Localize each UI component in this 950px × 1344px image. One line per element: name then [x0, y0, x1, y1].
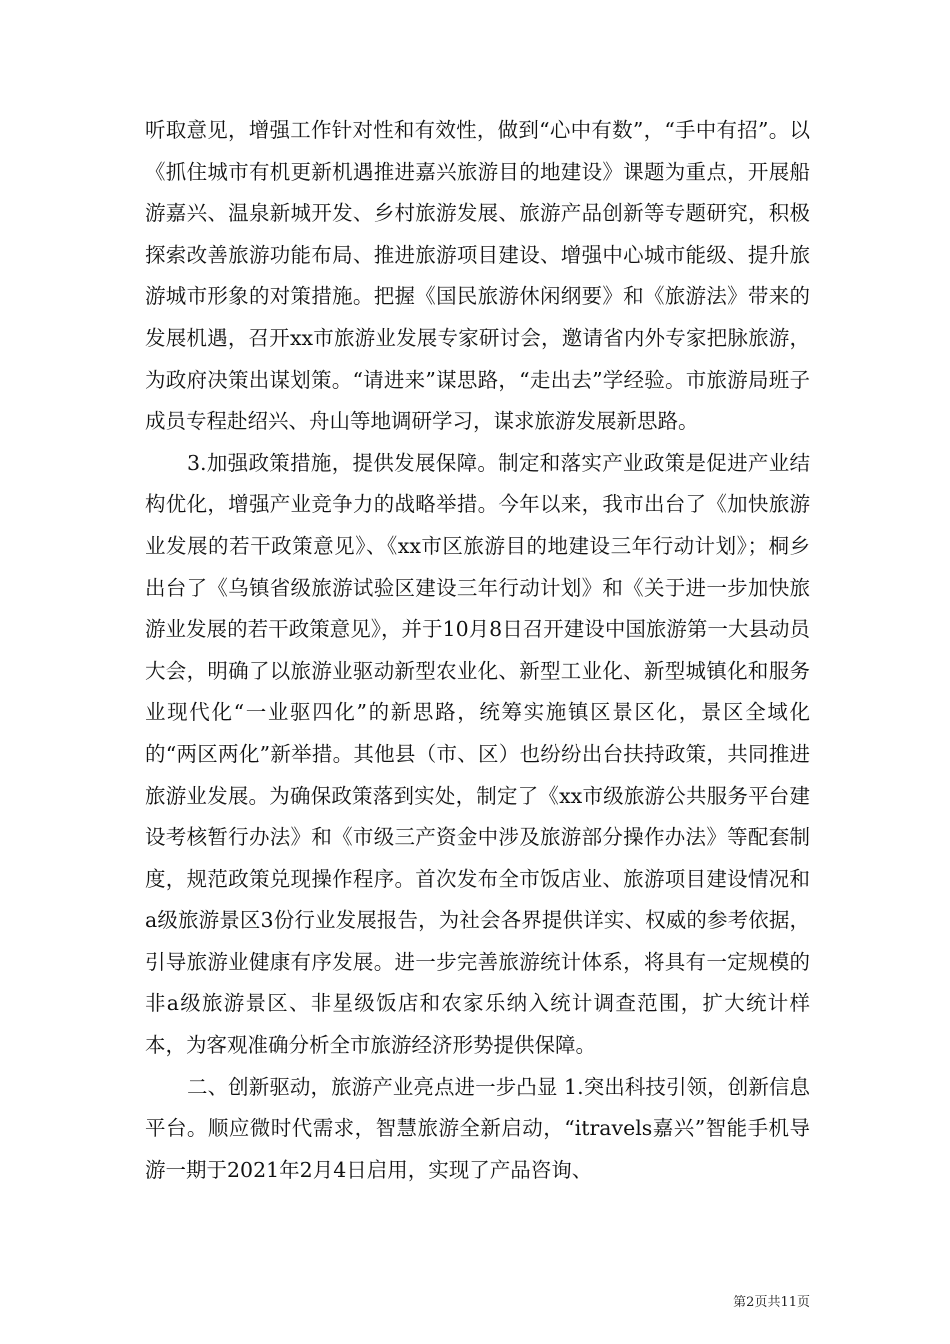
paragraph-3: 二、创新驱动，旅游产业亮点进一步凸显 1.突出科技引领，创新信息平台。顺应微时代需求，智慧旅游全新启动，“itravels嘉兴”智能手机导游一期于2021年2月4日启用，实现了产品咨询、 [145, 1074, 810, 1182]
document-body [145, 110, 810, 1191]
paragraph-1: 听取意见，增强工作针对性和有效性，做到“心中有数”，“手中有招”。以《抓住城市有机更新机遇推进嘉兴旅游目的地建设》课题为重点，开展船游嘉兴、温泉新城开发、乡村旅游发展、旅游产品创新等专题研究，积极探索改善旅游功能布局、推进旅游项目建设、增强中心城市能级、提升旅游城市形象的对策措施。把握《国民旅游休闲纲要》和《旅游法》带来的发展机遇，召开xx市旅游业发展专家研讨会，邀请省内外专家把脉旅游，为政府决策出谋划策。“请进来”谋思路，“走出去”学经验。市旅游局班子成员专程赴绍兴、舟山等地调研学习，谋求旅游发展新思路。 [145, 118, 810, 434]
paragraph-2: 3.加强政策措施，提供发展保障。制定和落实产业政策是促进产业结构优化，增强产业竞争力的战略举措。今年以来，我市出台了《加快旅游业发展的若干政策意见》、《xx市区旅游目的地建设三年行动计划》；桐乡出台了《乌镇省级旅游试验区建设三年行动计划》和《关于进一步加快旅游业发展的若干政策意见》，并于10月8日召开建设中国旅游第一大县动员大会，明确了以旅游业驱动新型农业化、新型工业化、新型城镇化和服务业现代化“一业驱四化”的新思路，统筹实施镇区景区化，景区全域化的“两区两化”新举措。其他县（市、区）也纷纷出台扶持政策，共同推进旅游业发展。为确保政策落到实处，制定了《xx市级旅游公共服务平台建设考核暂行办法》和《市级三产资金中涉及旅游部分操作办法》等配套制度，规范政策兑现操作程序。首次发布全市饭店业、旅游项目建设情况和a级旅游景区3份行业发展报告，为社会各界提供详实、权威的参考依据，引导旅游业健康有序发展。进一步完善旅游统计体系，将具有一定规模的非a级旅游景区、非星级饭店和农家乐纳入统计调查范围，扩大统计样本，为客观准确分析全市旅游经济形势提供保障。 [145, 450, 810, 1058]
page-number-footer: 第2页共11页 [733, 1295, 810, 1310]
